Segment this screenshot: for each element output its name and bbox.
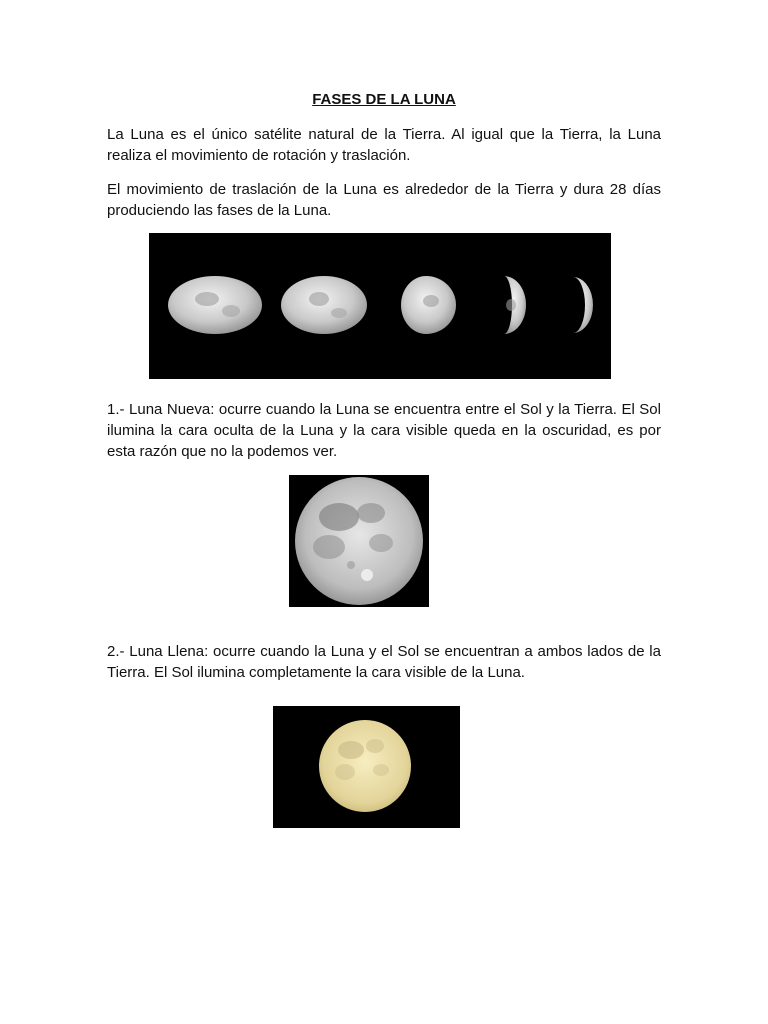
phase-moon-5 — [573, 277, 593, 333]
page-title: FASES DE LA LUNA — [312, 91, 456, 108]
intro-paragraph: La Luna es el único satélite natural de la Tierra. Al igual que la Tierra, la Luna realiza el movimiento de rotación y traslación. — [107, 126, 661, 164]
phase-moon-1 — [168, 276, 262, 334]
gray-full-moon-icon — [289, 475, 429, 607]
translation-paragraph: El movimiento de traslación de la Luna es alrededor de la Tierra y dura 28 días produciendo las fases de la Luna. — [107, 181, 661, 219]
gray-moon-image — [289, 475, 429, 607]
full-moon-paragraph: 2.- Luna Llena: ocurre cuando la Luna y el Sol se encuentran a ambos lados de la Tierra. El Sol ilumina completamente la cara visible de la Luna. — [107, 643, 661, 681]
moon-phases-image — [149, 233, 611, 379]
moon-phases-icon — [149, 233, 611, 379]
yellow-moon-image — [273, 706, 460, 828]
new-moon-paragraph: 1.- Luna Nueva: ocurre cuando la Luna se encuentra entre el Sol y la Tierra. El Sol ilumina la cara oculta de la Luna y la cara visible queda en la oscuridad, es por esta razón que no la podemos ver. — [107, 401, 661, 460]
yellow-full-moon-icon — [273, 706, 460, 828]
